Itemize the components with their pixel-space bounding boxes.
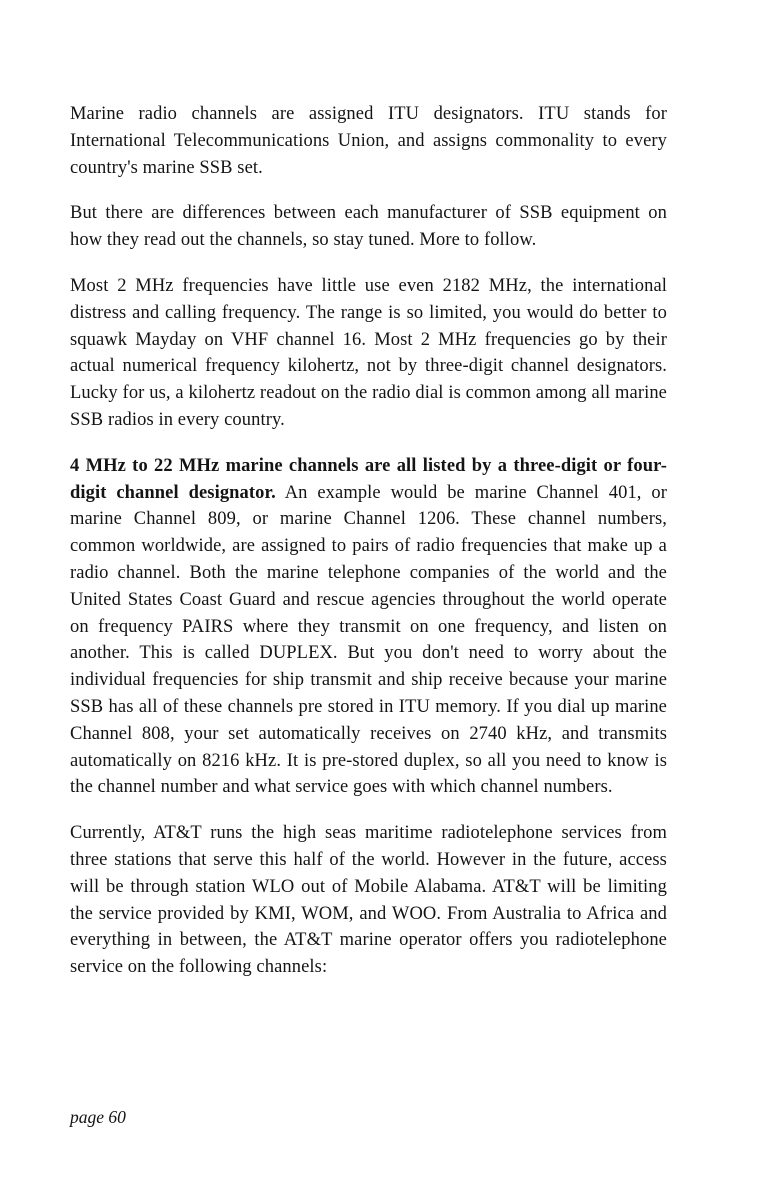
paragraph-intro-itu-text: Marine radio channels are assigned ITU designators. ITU stands for International Telecommunications Union, and assigns commonality to every country's marine SSB set. — [70, 104, 667, 178]
paragraph-manufacturer-differences-text: But there are differences between each manufacturer of SSB equipment on how they read out the channels, so stay tuned. More to follow. — [70, 203, 667, 251]
paragraph-2mhz-frequencies-text: Most 2 MHz frequencies have little use even 2182 MHz, the international distress and calling frequency. The range is so limited, you would do better to squawk Mayday on VHF channel 16. Most 2 MHz frequencies go by their actual numerical frequency kilohertz, not by three-digit channel designators. Lucky for us, a kilohertz readout on the radio dial is common among all marine SSB radios in every country. — [70, 275, 667, 430]
paragraph-channel-designators-bold-lead: 4 MHz to 22 MHz marine channels are all listed by a three-digit or four-digit channel designator. — [70, 455, 667, 503]
paragraph-manufacturer-differences — [70, 200, 667, 254]
paragraph-att-stations — [70, 820, 667, 981]
paragraph-intro-itu — [70, 101, 667, 181]
page-content — [70, 101, 667, 1000]
paragraph-att-stations-text: Currently, AT&T runs the high seas maritime radiotelephone services from three stations that serve this half of the world. However in the future, access will be through station WLO out of Mobile Alabama. AT&T will be limiting the service provided by KMI, WOM, and WOO. From Australia to Africa and everything in between, the AT&T marine operator offers you radiotelephone service on the following channels: — [70, 823, 667, 978]
paragraph-channel-designators-text: An example would be marine Channel 401, or marine Channel 809, or marine Channel 1206. These channel numbers, common worldwide, are assigned to pairs of radio frequencies that make up a radio channel. Both the marine telephone companies of the world and the United States Coast Guard and rescue agencies throughout the world operate on frequency PAIRS where they transmit on one frequency, and listen on another. This is called DUPLEX. But you don't need to worry about the individual frequencies for ship transmit and ship receive because your marine SSB has all of these channels pre stored in ITU memory. If you dial up marine Channel 808, your set automatically receives on 2740 kHz, and transmits automatically on 8216 kHz. It is pre-stored duplex, so all you need to know is the channel number and what service goes with which channel numbers. — [70, 482, 667, 798]
paragraph-channel-designators — [70, 453, 667, 801]
page-number: page 60 — [70, 1107, 126, 1127]
paragraph-2mhz-frequencies — [70, 273, 667, 434]
